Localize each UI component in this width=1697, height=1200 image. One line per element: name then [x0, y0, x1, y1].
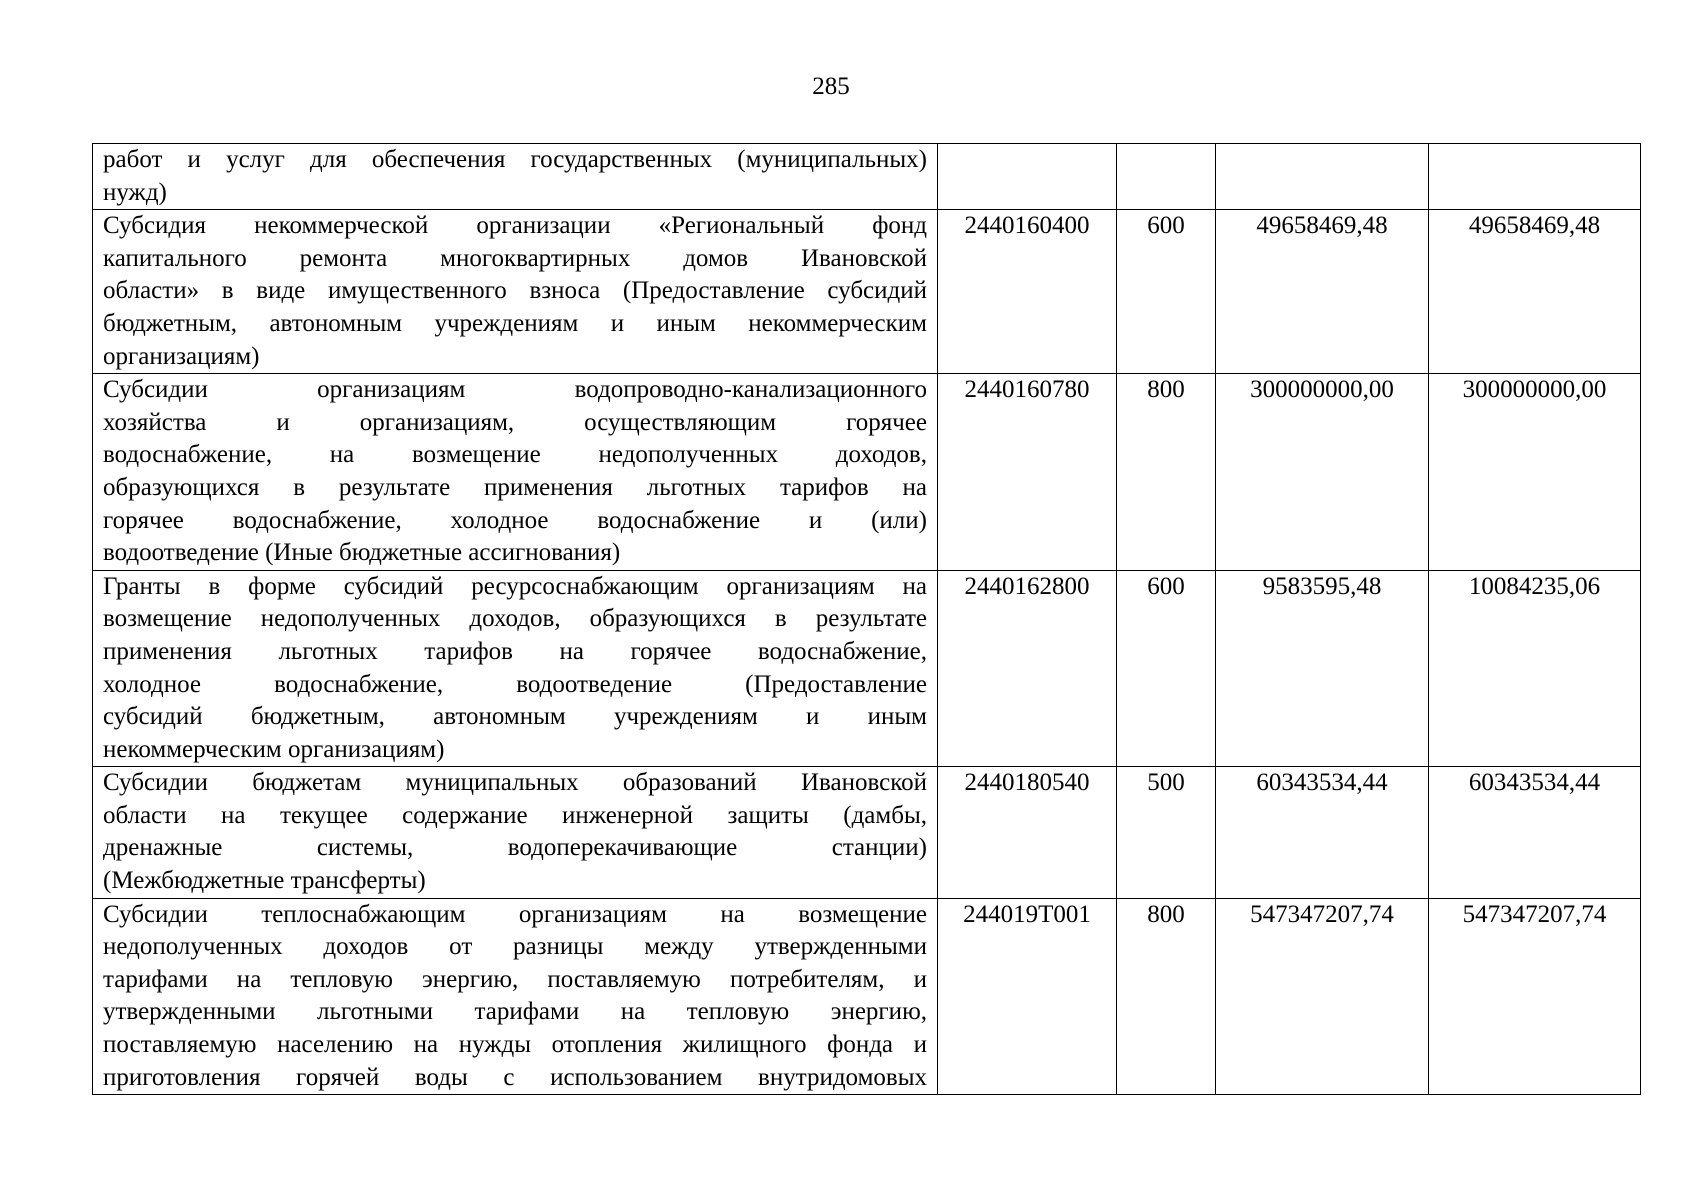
- description-line: Субсидии организациям водопроводно-канализационного: [103, 376, 927, 404]
- table-row: [93, 144, 1641, 210]
- row-amount-year-1: 60343534,44: [1216, 767, 1429, 898]
- description-line: холодное водоснабжение, водоотведение (Предоставление: [103, 670, 927, 698]
- row-amount-year-2: 60343534,44: [1429, 767, 1641, 898]
- row-expense-type: [1117, 144, 1216, 210]
- row-amount-year-2: 300000000,00: [1429, 374, 1641, 571]
- description-line: недополученных доходов от разницы между утвержденными: [103, 933, 927, 961]
- description-line: субсидий бюджетным, автономным учреждениям и иным: [103, 703, 927, 731]
- row-description: [93, 144, 938, 210]
- row-amount-year-1: 9583595,48: [1216, 570, 1429, 767]
- row-amount-year-2: [1429, 144, 1641, 210]
- description-line: (Межбюджетные трансферты): [103, 867, 426, 895]
- row-description: [93, 898, 938, 1095]
- description-line: образующихся в результате применения льготных тарифов на: [103, 473, 927, 501]
- row-amount-year-1: 49658469,48: [1216, 210, 1429, 374]
- budget-table-body: [93, 144, 1641, 1095]
- description-line: применения льготных тарифов на горячее водоснабжение,: [103, 637, 927, 665]
- row-target-code: 2440160780: [938, 374, 1117, 571]
- description-line: тарифами на тепловую энергию, поставляемую потребителям, и: [103, 965, 927, 993]
- description-line: поставляемую населению на нужды отопления жилищного фонда и: [103, 1031, 927, 1059]
- description-line: водоотведение (Иные бюджетные ассигнования): [103, 539, 621, 567]
- budget-table: [92, 143, 1641, 1095]
- row-target-code: 2440180540: [938, 767, 1117, 898]
- description-line: горячее водоснабжение, холодное водоснабжение и (или): [103, 506, 927, 534]
- row-description: [93, 374, 938, 571]
- row-target-code: 244019Т001: [938, 898, 1117, 1095]
- description-line: приготовления горячей воды с использованием внутридомовых: [103, 1063, 927, 1091]
- row-target-code: 2440160400: [938, 210, 1117, 374]
- description-line: капитального ремонта многоквартирных домов Ивановской: [103, 244, 927, 272]
- row-description: [93, 570, 938, 767]
- description-line: бюджетным, автономным учреждениям и иным некоммерческим: [103, 309, 927, 337]
- row-amount-year-1: 300000000,00: [1216, 374, 1429, 571]
- description-line: некоммерческим организациям): [103, 735, 445, 763]
- page-number: 285: [812, 73, 850, 100]
- description-line: хозяйства и организациям, осуществляющим горячее: [103, 408, 927, 436]
- row-expense-type: 600: [1117, 210, 1216, 374]
- description-line: возмещение недополученных доходов, образующихся в результате: [103, 605, 927, 633]
- row-expense-type: 500: [1117, 767, 1216, 898]
- row-amount-year-2: 547347207,74: [1429, 898, 1641, 1095]
- description-line: утвержденными льготными тарифами на тепловую энергию,: [103, 998, 927, 1026]
- description-line: работ и услуг для обеспечения государственных (муниципальных): [103, 146, 927, 173]
- row-target-code: 2440162800: [938, 570, 1117, 767]
- row-expense-type: 800: [1117, 898, 1216, 1095]
- description-line: области» в виде имущественного взноса (Предоставление субсидий: [103, 277, 927, 305]
- description-line: организациям): [103, 342, 260, 370]
- table-row: [93, 570, 1641, 767]
- description-line: водоснабжение, на возмещение недополученных доходов,: [103, 441, 927, 469]
- row-description: [93, 767, 938, 898]
- table-row: [93, 374, 1641, 571]
- table-row: [93, 767, 1641, 898]
- row-amount-year-2: 10084235,06: [1429, 570, 1641, 767]
- row-expense-type: 800: [1117, 374, 1216, 571]
- description-line: области на текущее содержание инженерной защиты (дамбы,: [103, 801, 927, 829]
- description-line: дренажные системы, водоперекачивающие станции): [103, 834, 927, 862]
- row-description: [93, 210, 938, 374]
- row-expense-type: 600: [1117, 570, 1216, 767]
- description-line: Субсидии теплоснабжающим организациям на возмещение: [103, 900, 927, 928]
- table-row: [93, 898, 1641, 1095]
- description-line: Субсидии бюджетам муниципальных образований Ивановской: [103, 769, 927, 797]
- row-amount-year-2: 49658469,48: [1429, 210, 1641, 374]
- row-amount-year-1: 547347207,74: [1216, 898, 1429, 1095]
- table-row: [93, 210, 1641, 374]
- description-line: Гранты в форме субсидий ресурсоснабжающим организациям на: [103, 572, 927, 600]
- description-line: Субсидия некоммерческой организации «Региональный фонд: [103, 212, 927, 240]
- description-line: нужд): [103, 178, 167, 206]
- row-target-code: [938, 144, 1117, 210]
- row-amount-year-1: [1216, 144, 1429, 210]
